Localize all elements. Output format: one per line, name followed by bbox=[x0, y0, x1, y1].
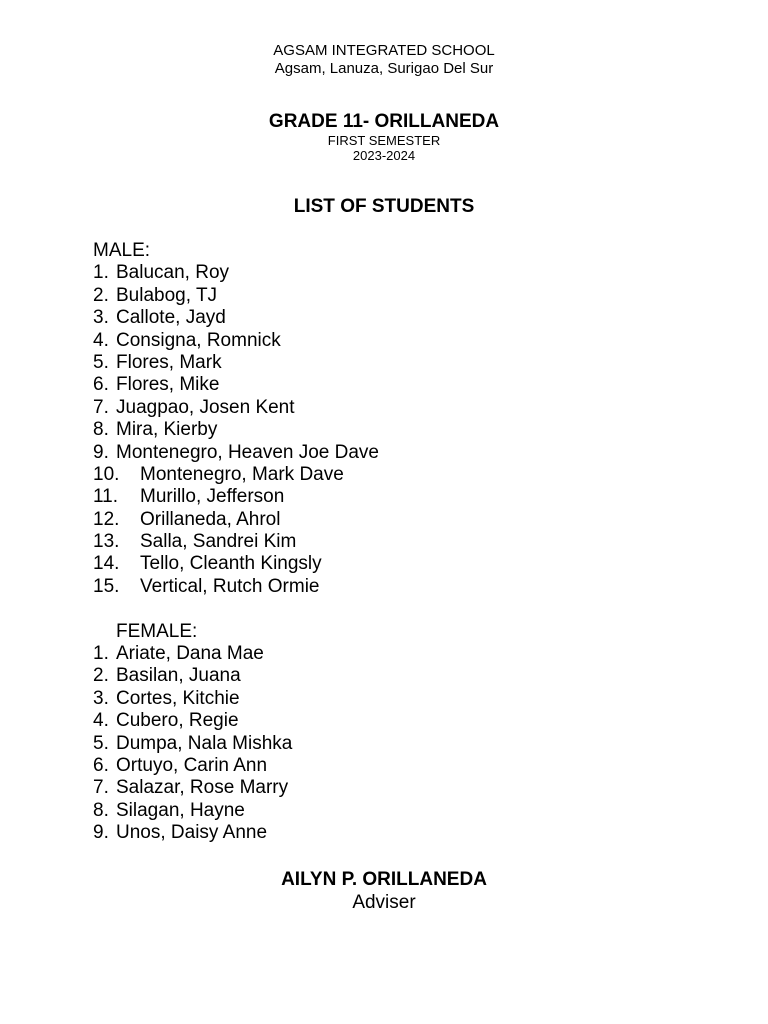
item-number: 2. bbox=[93, 665, 109, 687]
spacer bbox=[93, 598, 693, 620]
item-number: 1. bbox=[93, 643, 109, 665]
student-roster bbox=[93, 240, 693, 845]
list-title: LIST OF STUDENTS bbox=[293, 196, 475, 217]
list-item bbox=[93, 553, 693, 575]
female-heading: FEMALE: bbox=[116, 620, 198, 642]
section-title: GRADE 11- ORILLANEDA bbox=[268, 111, 500, 132]
student-name: Murillo, Jefferson bbox=[140, 486, 285, 508]
list-item bbox=[93, 643, 693, 665]
adviser-name: AILYN P. ORILLANEDA bbox=[281, 869, 487, 890]
student-name: Juagpao, Josen Kent bbox=[116, 396, 295, 418]
item-number: 6. bbox=[93, 754, 109, 776]
student-name: Cubero, Regie bbox=[116, 710, 239, 732]
semester: FIRST SEMESTER bbox=[327, 133, 441, 148]
list-item bbox=[93, 800, 693, 822]
list-item bbox=[93, 285, 693, 307]
school-address: Agsam, Lanuza, Surigao Del Sur bbox=[274, 60, 494, 77]
list-item bbox=[93, 665, 693, 687]
student-name: Montenegro, Mark Dave bbox=[140, 463, 344, 485]
item-number: 13. bbox=[93, 531, 120, 553]
list-item bbox=[93, 710, 693, 732]
item-number: 9. bbox=[93, 441, 109, 463]
student-name: Ortuyo, Carin Ann bbox=[116, 754, 268, 776]
list-item bbox=[93, 397, 693, 419]
item-number: 2. bbox=[93, 284, 109, 306]
item-number: 3. bbox=[93, 687, 109, 709]
list-item bbox=[93, 531, 693, 553]
student-name: Tello, Cleanth Kingsly bbox=[140, 553, 322, 575]
item-number: 7. bbox=[93, 396, 109, 418]
school-name: AGSAM INTEGRATED SCHOOL bbox=[273, 42, 495, 59]
item-number: 11. bbox=[93, 486, 119, 508]
list-item bbox=[93, 688, 693, 710]
student-name: Vertical, Rutch Ormie bbox=[140, 575, 320, 597]
student-name: Flores, Mike bbox=[116, 374, 220, 396]
student-name: Salazar, Rose Marry bbox=[116, 777, 289, 799]
student-name: Callote, Jayd bbox=[116, 307, 226, 329]
student-name: Unos, Daisy Anne bbox=[116, 822, 268, 844]
list-item bbox=[93, 777, 693, 799]
list-item bbox=[93, 486, 693, 508]
item-number: 6. bbox=[93, 374, 109, 396]
list-item bbox=[93, 374, 693, 396]
list-item bbox=[93, 822, 693, 844]
item-number: 9. bbox=[93, 822, 109, 844]
list-item bbox=[93, 464, 693, 486]
list-item bbox=[93, 442, 693, 464]
item-number: 4. bbox=[93, 329, 109, 351]
student-name: Montenegro, Heaven Joe Dave bbox=[116, 441, 379, 463]
item-number: 8. bbox=[93, 419, 109, 441]
list-item bbox=[93, 307, 693, 329]
list-item bbox=[93, 733, 693, 755]
item-number: 15. bbox=[93, 575, 120, 597]
student-name: Balucan, Roy bbox=[116, 262, 230, 284]
student-name: Ariate, Dana Mae bbox=[116, 643, 264, 665]
item-number: 4. bbox=[93, 710, 109, 732]
student-name: Bulabog, TJ bbox=[116, 284, 218, 306]
item-number: 12. bbox=[93, 508, 120, 530]
school-year: 2023-2024 bbox=[352, 148, 416, 163]
list-item bbox=[93, 330, 693, 352]
list-item bbox=[93, 352, 693, 374]
student-name: Cortes, Kitchie bbox=[116, 687, 240, 709]
item-number: 10. bbox=[93, 463, 120, 485]
adviser-role: Adviser bbox=[352, 892, 416, 913]
student-name: Mira, Kierby bbox=[116, 419, 218, 441]
item-number: 5. bbox=[93, 732, 109, 754]
item-number: 8. bbox=[93, 799, 109, 821]
student-name: Basilan, Juana bbox=[116, 665, 241, 687]
student-name: Consigna, Romnick bbox=[116, 329, 281, 351]
item-number: 14. bbox=[93, 553, 120, 575]
student-name: Silagan, Hayne bbox=[116, 799, 245, 821]
student-name: Salla, Sandrei Kim bbox=[140, 531, 297, 553]
item-number: 3. bbox=[93, 307, 109, 329]
list-item bbox=[93, 755, 693, 777]
list-item bbox=[93, 262, 693, 284]
list-item bbox=[93, 419, 693, 441]
male-heading: MALE: bbox=[93, 240, 151, 261]
list-item bbox=[93, 576, 693, 598]
student-name: Flores, Mark bbox=[116, 351, 222, 373]
list-item bbox=[93, 509, 693, 531]
student-name: Orillaneda, Ahrol bbox=[140, 508, 281, 530]
item-number: 5. bbox=[93, 351, 109, 373]
student-name: Dumpa, Nala Mishka bbox=[116, 732, 293, 754]
item-number: 7. bbox=[93, 777, 109, 799]
item-number: 1. bbox=[93, 262, 109, 284]
